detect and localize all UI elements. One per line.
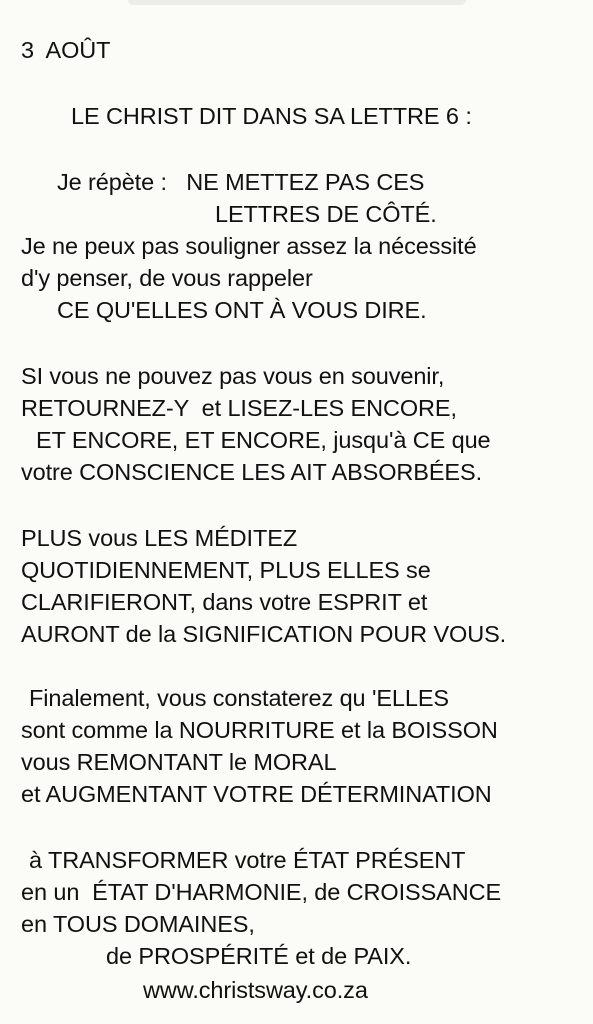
para2-line3: ET ENCORE, ET ENCORE, jusqu'à CE que bbox=[36, 427, 491, 453]
para2-line4: votre CONSCIENCE LES AIT ABSORBÉES. bbox=[21, 459, 483, 485]
heading: LE CHRIST DIT DANS SA LETTRE 6 : bbox=[71, 103, 472, 129]
para1-line4: d'y penser, de vous rappeler bbox=[21, 265, 313, 291]
para4-line1: Finalement, vous constaterez qu 'ELLES bbox=[29, 685, 450, 711]
para4-line3: vous REMONTANT le MORAL bbox=[21, 749, 337, 775]
para5-line1: à TRANSFORMER votre ÉTAT PRÉSENT bbox=[29, 847, 466, 873]
para1-line2: LETTRES DE CÔTÉ. bbox=[215, 201, 437, 227]
para2-line2: RETOURNEZ-Y et LISEZ-LES ENCORE, bbox=[21, 395, 457, 421]
top-bar-decoration bbox=[128, 0, 466, 5]
para1-line3: Je ne peux pas souligner assez la nécessité bbox=[21, 233, 477, 259]
para5-line4: de PROSPÉRITÉ et de PAIX. bbox=[106, 943, 412, 969]
para5-line3: en TOUS DOMAINES, bbox=[21, 911, 255, 937]
para3-line3: CLARIFIERONT, dans votre ESPRIT et bbox=[21, 589, 428, 615]
para3-line2: QUOTIDIENNEMENT, PLUS ELLES se bbox=[21, 557, 431, 583]
para2-line1: SI vous ne pouvez pas vous en souvenir, bbox=[21, 363, 445, 389]
para3-line1: PLUS vous LES MÉDITEZ bbox=[21, 525, 298, 551]
para1-line1: Je répète : NE METTEZ PAS CES bbox=[57, 169, 425, 195]
para1-line5: CE QU'ELLES ONT À VOUS DIRE. bbox=[57, 297, 427, 323]
para3-line4: AURONT de la SIGNIFICATION POUR VOUS. bbox=[21, 621, 507, 647]
date-text: 3 AOÛT bbox=[21, 37, 111, 63]
website-url: www.christsway.co.za bbox=[143, 977, 368, 1003]
para4-line4: et AUGMENTANT VOTRE DÉTERMINATION bbox=[21, 781, 492, 807]
para5-line2: en un ÉTAT D'HARMONIE, de CROISSANCE bbox=[21, 879, 502, 905]
para4-line2: sont comme la NOURRITURE et la BOISSON bbox=[21, 717, 498, 743]
